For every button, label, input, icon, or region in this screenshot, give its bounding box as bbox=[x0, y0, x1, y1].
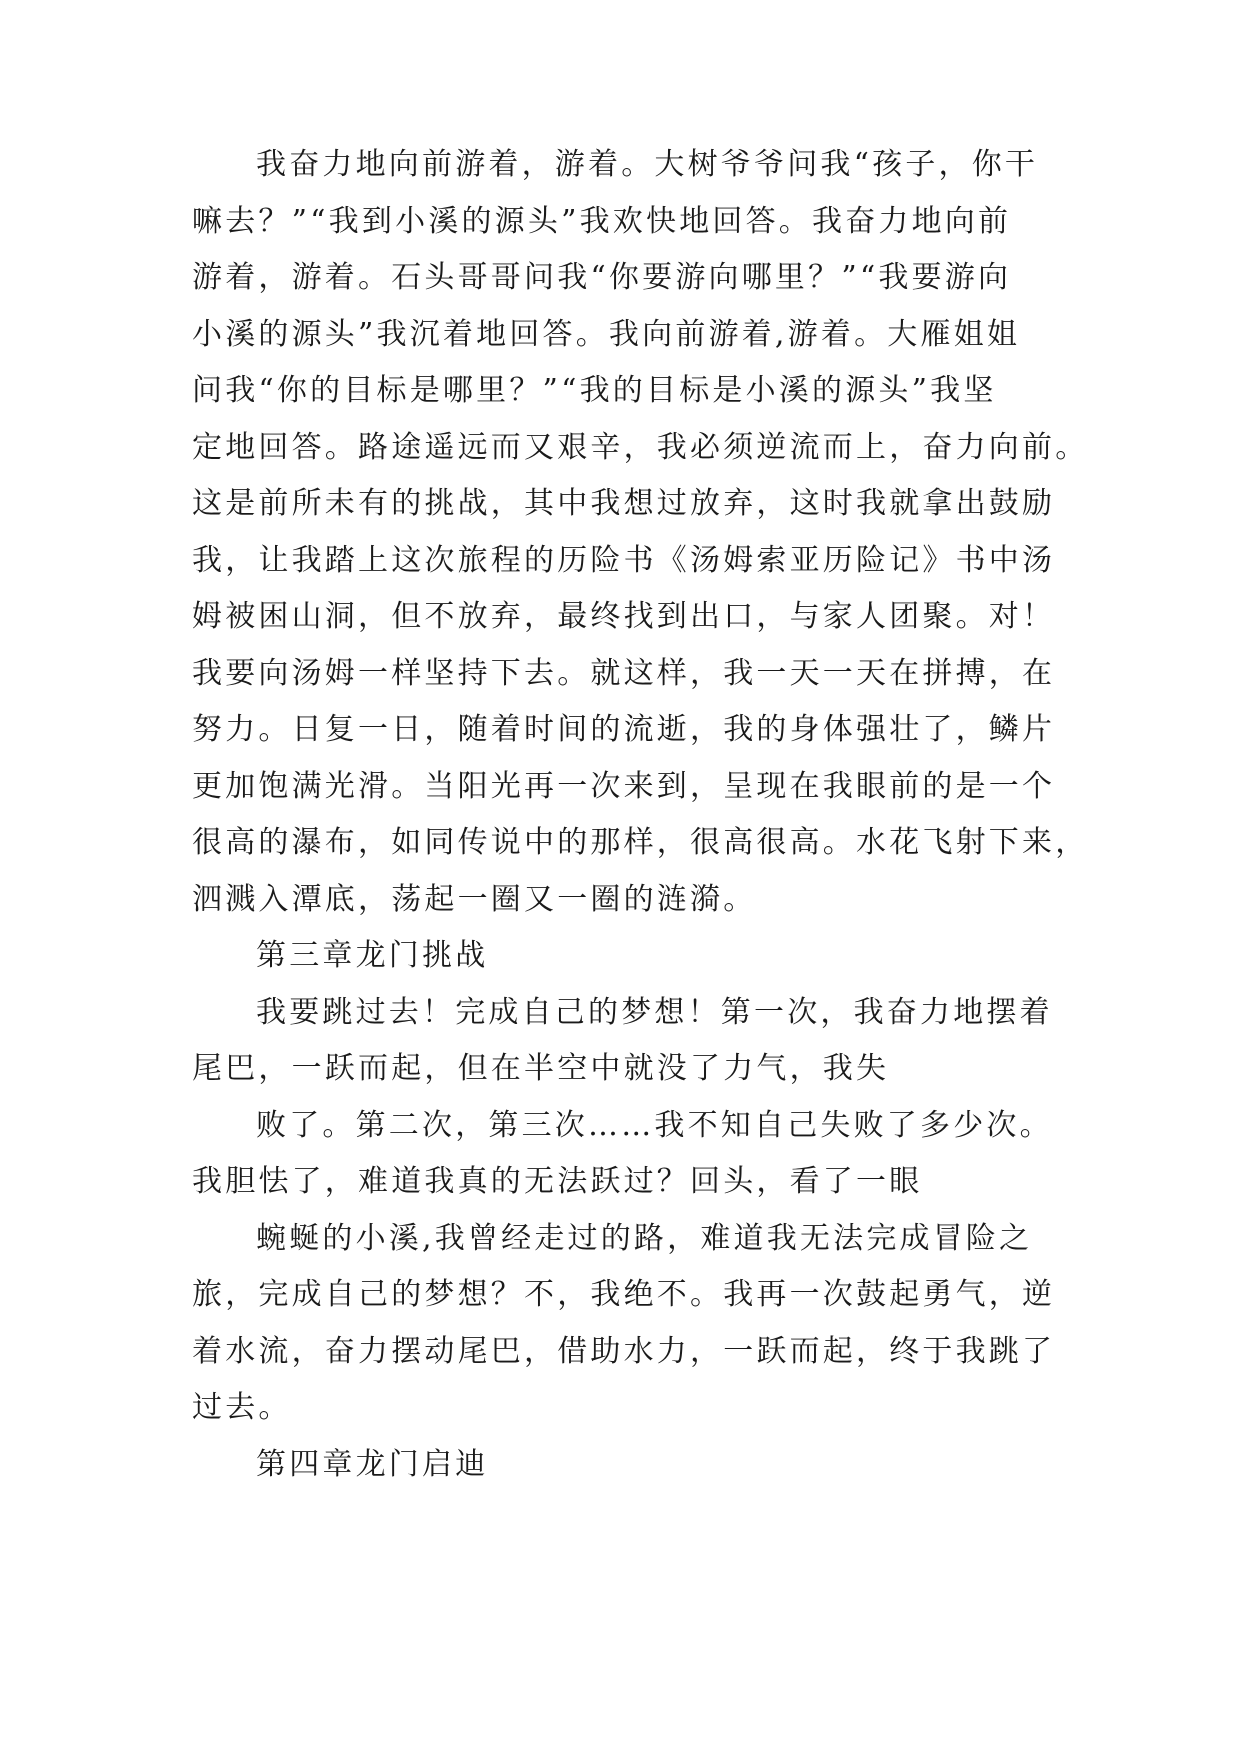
paragraph-line: 泗溅入潭底，荡起一圈又一圈的涟漪。 bbox=[192, 881, 757, 917]
body-text bbox=[192, 137, 1089, 1493]
paragraph-line: 我要向汤姆一样坚持下去。就这样，我一天一天在拼搏，在 bbox=[192, 655, 1056, 691]
paragraph-line: 败了。第二次，第三次……我不知自己失败了多少次。 bbox=[256, 1107, 1053, 1143]
paragraph-line: 我要跳过去！完成自己的梦想！第一次，我奋力地摆着 bbox=[256, 994, 1053, 1030]
paragraph-line: 努力。日复一日，随着时间的流逝，我的身体强壮了，鳞片 bbox=[192, 712, 1056, 747]
paragraph-line: 更加饱满光滑。当阳光再一次来到，呈现在我眼前的是一个 bbox=[192, 768, 1056, 804]
paragraph-line: 游着，游着。石头哥哥问我“你要游向哪里？”“我要游向 bbox=[192, 260, 1012, 295]
paragraph-line: 我，让我踏上这次旅程的历险书《汤姆索亚历险记》书中汤 bbox=[192, 542, 1056, 578]
paragraph-line: 很高的瀑布，如同传说中的那样，很高很高。水花飞射下来， bbox=[192, 825, 1089, 860]
paragraph-line: 着水流，奋力摆动尾巴，借助水力，一跃而起，终于我跳了 bbox=[192, 1333, 1056, 1369]
paragraph-line: 嘛去？”“我到小溪的源头”我欢快地回答。我奋力地向前 bbox=[192, 203, 1012, 239]
paragraph-line: 尾巴，一跃而起，但在半空中就没了力气，我失 bbox=[192, 1051, 890, 1086]
chapter-heading: 第三章龙门挑战 bbox=[256, 938, 489, 973]
paragraph-line: 这是前所未有的挑战，其中我想过放弃，这时我就拿出鼓励 bbox=[192, 486, 1056, 521]
paragraph-line: 定地回答。路途遥远而又艰辛，我必须逆流而上，奋力向前。 bbox=[192, 429, 1089, 465]
paragraph-line: 我胆怯了，难道我真的无法跃过？回头，看了一眼 bbox=[192, 1164, 923, 1199]
paragraph-line: 姆被困山洞，但不放弃，最终找到出口，与家人团聚。对！ bbox=[192, 599, 1056, 634]
chapter-heading: 第四章龙门启迪 bbox=[256, 1446, 489, 1482]
paragraph-line: 小溪的源头”我沉着地回答。我向前游着,游着。大雁姐姐 bbox=[192, 316, 1021, 352]
paragraph-line: 蜿蜒的小溪,我曾经走过的路，难道我无法完成冒险之 bbox=[256, 1220, 1033, 1256]
paragraph-line: 旅，完成自己的梦想？不，我绝不。我再一次鼓起勇气，逆 bbox=[192, 1277, 1056, 1312]
paragraph-line: 过去。 bbox=[192, 1390, 292, 1425]
paragraph-line: 我奋力地向前游着，游着。大树爷爷问我“孩子，你干 bbox=[256, 147, 1039, 182]
paragraph-line: 问我“你的目标是哪里？”“我的目标是小溪的源头”我坚 bbox=[192, 373, 997, 408]
